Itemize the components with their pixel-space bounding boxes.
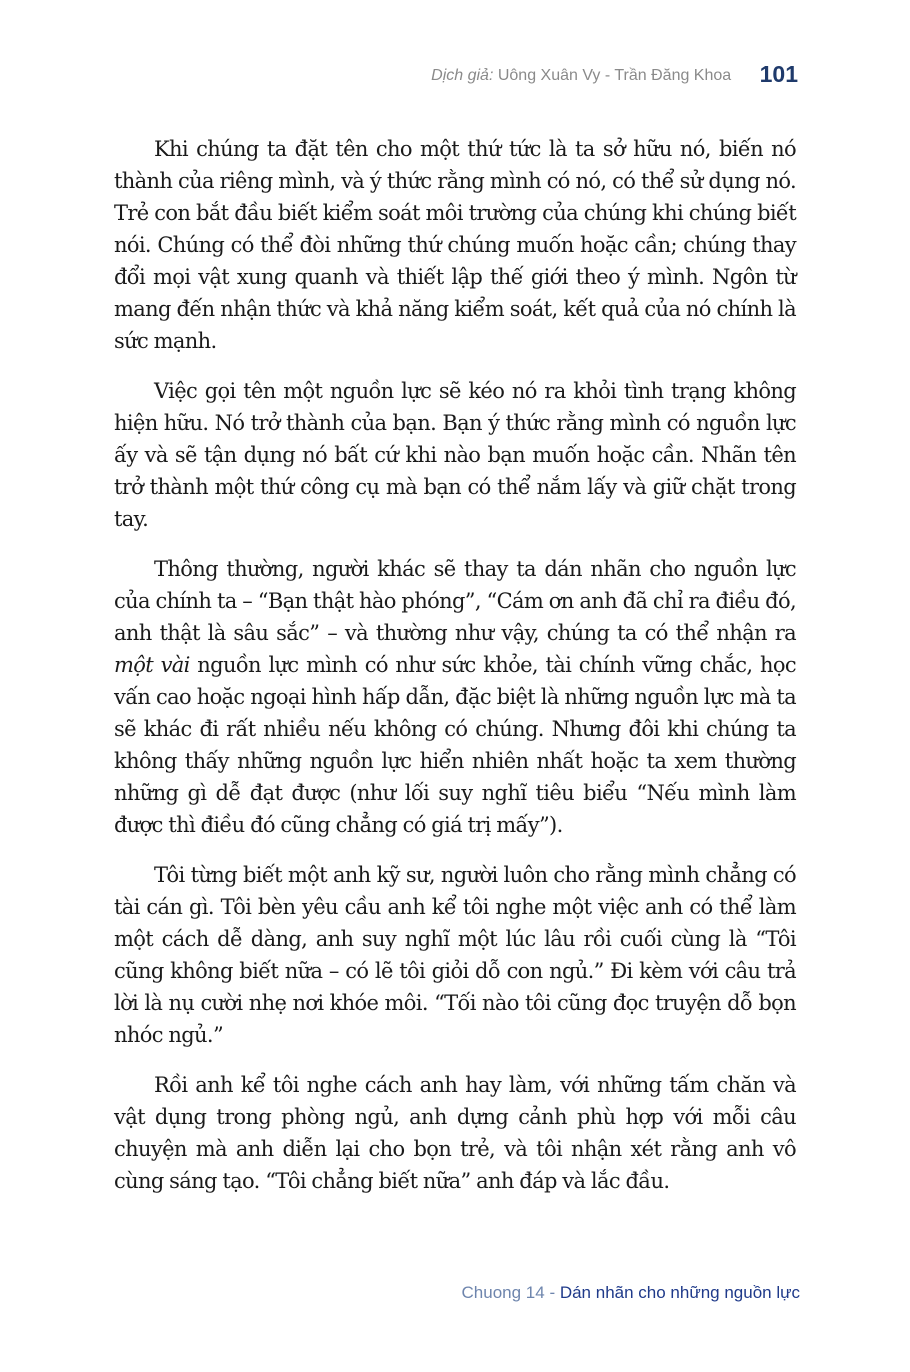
paragraph-3-before: Thông thường, người khác sẽ thay ta dán nhãn cho nguồn lực của chính ta – “Bạn thật hào phóng”, “Cám ơn anh đã chỉ ra điều đó, anh thật là sâu sắc” – và thường như vậy, chúng ta có thể nhận ra — [114, 557, 796, 645]
paragraph-5: Rồi anh kể tôi nghe cách anh hay làm, với những tấm chăn và vật dụng trong phòng ngủ, anh dựng cảnh phù hợp với mỗi câu chuyện mà anh diễn lại cho bọn trẻ, và tôi nhận xét rằng anh vô cùng sáng tạo. “Tôi chẳng biết nữa” anh đáp và lắc đầu. — [114, 1073, 796, 1193]
paragraph-3 — [114, 553, 796, 841]
paragraph-4: Tôi từng biết một anh kỹ sư, người luôn cho rằng mình chẳng có tài cán gì. Tôi bèn yêu cầu anh kể tôi nghe một việc anh có thể làm một cách dễ dàng, anh suy nghĩ một lúc lâu rồi cuối cùng là “Tôi cũng không biết nữa – có lẽ tôi giỏi dỗ con ngủ.” Đi kèm với câu trả lời là nụ cười nhẹ nơi khóe môi. “Tối nào tôi cũng đọc truyện dỗ bọn nhóc ngủ.” — [114, 863, 796, 1047]
chapter-title: Dán nhãn cho những nguồn lực — [559, 1283, 800, 1302]
running-header — [431, 60, 798, 90]
page-number: 101 — [759, 61, 798, 87]
running-footer — [462, 1280, 800, 1306]
translator-label: Dịch giả: — [431, 67, 494, 84]
paragraph-2: Việc gọi tên một nguồn lực sẽ kéo nó ra khỏi tình trạng không hiện hữu. Nó trở thành của bạn. Bạn ý thức rằng mình có nguồn lực ấy và sẽ tận dụng nó bất cứ khi nào bạn muốn hoặc cần. Nhãn tên trở thành một thứ công cụ mà bạn có thể nắm lấy và giữ chặt trong tay. — [114, 379, 796, 531]
paragraph-3-emphasis: một vài — [114, 653, 190, 677]
footer-separator: - — [544, 1283, 560, 1302]
paragraph-1: Khi chúng ta đặt tên cho một thứ tức là ta sở hữu nó, biến nó thành của riêng mình, và ý thức rằng mình có nó, có thể sử dụng nó. Trẻ con bắt đầu biết kiểm soát môi trường của chúng khi chúng biết nói. Chúng có thể đòi những thứ chúng muốn hoặc cần; chúng thay đổi mọi vật xung quanh và thiết lập thế giới theo ý mình. Ngôn từ mang đến nhận thức và khả năng kiểm soát, kết quả của nó chính là sức mạnh. — [114, 137, 796, 353]
chapter-label: Chuong 14 — [461, 1283, 545, 1302]
paragraph-3-after: nguồn lực mình có như sức khỏe, tài chính vững chắc, học vấn cao hoặc ngoại hình hấp dẫn, đặc biệt là những nguồn lực mà ta sẽ khác đi rất nhiều nếu không có chúng. Nhưng đôi khi chúng ta không thấy những nguồn lực hiển nhiên nhất hoặc ta xem thường những gì dễ đạt được (như lối suy nghĩ tiêu biểu “Nếu mình làm được thì điều đó cũng chẳng có giá trị mấy”). — [114, 653, 796, 837]
body-text — [114, 133, 796, 1215]
translator-names: Uông Xuân Vy - Trần Đăng Khoa — [497, 67, 732, 84]
